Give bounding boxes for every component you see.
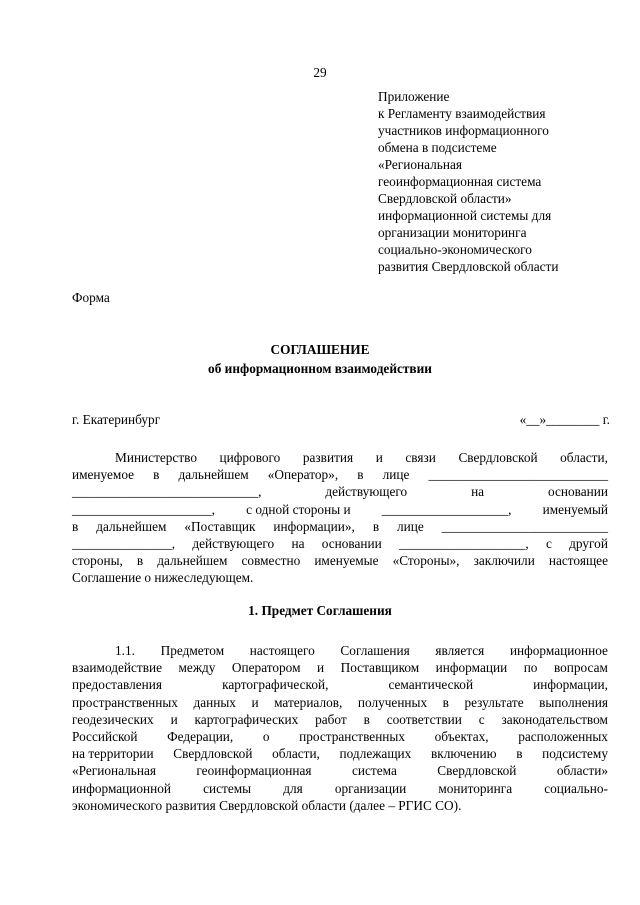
word: _____________________, bbox=[72, 501, 215, 517]
word: на bbox=[291, 536, 305, 552]
word: цифрового bbox=[219, 450, 281, 465]
word: объектах, bbox=[434, 729, 489, 745]
word: в bbox=[357, 467, 364, 483]
text-line bbox=[72, 659, 608, 676]
word: 1.1. bbox=[115, 643, 135, 658]
appendix-block bbox=[378, 88, 618, 275]
document-title: СОГЛАШЕНИЕ bbox=[270, 342, 370, 357]
word: пространственных bbox=[72, 694, 178, 710]
text-line bbox=[72, 483, 608, 500]
word: является bbox=[435, 643, 485, 658]
word: области, bbox=[272, 746, 320, 762]
word: и bbox=[170, 711, 178, 727]
appendix-line: к Регламенту взаимодействия bbox=[378, 106, 546, 121]
word: организации bbox=[334, 780, 407, 796]
word: «Стороны», bbox=[392, 553, 460, 569]
word: мониторинга bbox=[438, 780, 513, 796]
word: в bbox=[363, 711, 370, 727]
word: подсистему bbox=[542, 746, 608, 762]
word: информационное bbox=[509, 643, 608, 658]
word: между bbox=[178, 660, 216, 676]
word: работ bbox=[315, 711, 347, 727]
word: информации bbox=[435, 660, 508, 676]
word: в bbox=[136, 553, 144, 569]
page-number: 29 bbox=[313, 65, 327, 80]
word: Федерации, bbox=[167, 729, 234, 745]
word: основании bbox=[547, 484, 608, 500]
word: системы bbox=[203, 780, 252, 796]
word: геодезических bbox=[72, 711, 154, 727]
word: заключили bbox=[473, 553, 535, 569]
word: в bbox=[516, 746, 523, 762]
text-line bbox=[72, 694, 608, 711]
word: включению bbox=[430, 746, 497, 762]
appendix-line: информационной системы для bbox=[378, 208, 552, 223]
word: дальнейшем bbox=[96, 518, 167, 534]
word: социально- bbox=[544, 780, 608, 796]
section-title: 1. Предмет Соглашения bbox=[248, 603, 392, 618]
appendix-line: Приложение bbox=[378, 89, 450, 104]
word: Свердловской bbox=[437, 763, 517, 779]
text-line bbox=[72, 745, 608, 762]
word: в bbox=[442, 694, 449, 710]
word: с bbox=[478, 711, 485, 727]
word: «Оператор», bbox=[267, 467, 339, 483]
word: информационной bbox=[72, 780, 172, 796]
text-line bbox=[72, 535, 608, 552]
word: подлежащих bbox=[339, 746, 412, 762]
appendix-line: участников информационного bbox=[378, 123, 549, 138]
word: геоинформационная bbox=[196, 763, 312, 779]
word: Свердловской bbox=[458, 450, 538, 465]
word: выполнения bbox=[539, 694, 608, 710]
word: лице bbox=[382, 467, 410, 483]
word: соответствии bbox=[386, 711, 462, 727]
text-line bbox=[72, 569, 608, 586]
word: Свердловской bbox=[173, 746, 253, 762]
word: результате bbox=[464, 694, 524, 710]
word: ___________________________ bbox=[428, 467, 608, 483]
word: информации, bbox=[533, 677, 608, 693]
word: Соглашение о нижеследующем. bbox=[72, 570, 254, 586]
word: именуемый bbox=[542, 501, 608, 517]
word: экономического развития Свердловской области (далее – РГИС СО). bbox=[72, 797, 462, 813]
text-line bbox=[72, 797, 608, 814]
word: Оператором bbox=[231, 660, 301, 676]
text-line bbox=[72, 449, 608, 466]
word: на bbox=[471, 484, 485, 500]
appendix-line: «Региональная bbox=[378, 157, 462, 172]
word: Предметом bbox=[160, 643, 225, 658]
text-line bbox=[72, 676, 608, 693]
word: в bbox=[153, 467, 160, 483]
appendix-line: обмена в подсистеме bbox=[378, 140, 497, 155]
word: и bbox=[251, 694, 259, 710]
city-label: г. Екатеринбург bbox=[72, 412, 161, 427]
word: _______________, bbox=[72, 536, 176, 552]
text-line bbox=[72, 762, 608, 779]
word: действующего bbox=[325, 484, 408, 500]
word: настоящего bbox=[249, 643, 315, 658]
word: вопросам bbox=[553, 660, 608, 676]
document-subtitle: об информационном взаимодействии bbox=[208, 361, 432, 376]
word: картографических bbox=[194, 711, 299, 727]
word: расположенных bbox=[518, 729, 608, 745]
text-line bbox=[72, 711, 608, 728]
word: «Поставщик bbox=[184, 518, 256, 534]
clause-paragraph bbox=[72, 642, 608, 814]
word: основании bbox=[321, 536, 382, 552]
word: для bbox=[283, 780, 303, 796]
word: семантической bbox=[388, 677, 474, 693]
word: материалов, bbox=[274, 694, 343, 710]
word: полученных bbox=[357, 694, 428, 710]
intro-paragraph bbox=[72, 449, 608, 587]
appendix-line: геоинформационная система bbox=[378, 174, 542, 189]
word: «Региональная bbox=[72, 763, 156, 779]
word: ____________________________, bbox=[72, 484, 262, 500]
word: в bbox=[72, 518, 79, 534]
word: о bbox=[262, 729, 270, 745]
word: лице bbox=[397, 518, 424, 534]
word: предоставления bbox=[72, 677, 163, 693]
form-label: Форма bbox=[72, 290, 110, 305]
word: взаимодействие bbox=[72, 660, 163, 676]
date-field: «__»________ г. bbox=[519, 412, 610, 427]
appendix-line: Свердловской области» bbox=[378, 191, 512, 206]
text-line bbox=[72, 728, 608, 745]
word: _________________________ bbox=[441, 518, 608, 534]
word: развития bbox=[302, 450, 354, 465]
word: Министерство bbox=[115, 450, 197, 465]
word: картографической, bbox=[222, 677, 329, 693]
word: другой bbox=[569, 536, 608, 552]
word: данных bbox=[193, 694, 236, 710]
word: дальнейшем bbox=[157, 553, 228, 569]
text-line bbox=[72, 552, 608, 569]
word: информации», bbox=[273, 518, 355, 534]
text-line bbox=[72, 518, 608, 535]
word: и bbox=[316, 660, 325, 676]
word: законодательством bbox=[501, 711, 608, 727]
appendix-line: развития Свердловской области bbox=[378, 259, 559, 274]
text-line bbox=[72, 501, 608, 518]
word: пространственных bbox=[299, 729, 406, 745]
word: с одной стороны и bbox=[246, 501, 351, 517]
word: действующего bbox=[192, 536, 275, 552]
word: совместно bbox=[241, 553, 301, 569]
word: именуемые bbox=[314, 553, 379, 569]
word: связи bbox=[405, 450, 436, 465]
word: ___________________, bbox=[381, 501, 512, 517]
word: с bbox=[545, 536, 552, 552]
word: Соглашения bbox=[340, 643, 410, 658]
word: области» bbox=[556, 763, 608, 779]
word: настоящее bbox=[548, 553, 608, 569]
word: система bbox=[351, 763, 397, 779]
word: стороны, bbox=[72, 553, 123, 569]
word: и bbox=[375, 450, 383, 465]
word: Поставщиком bbox=[340, 660, 420, 676]
word: именуемое bbox=[72, 467, 135, 483]
text-line bbox=[72, 780, 608, 797]
word: на территории bbox=[72, 746, 154, 762]
text-line bbox=[72, 466, 608, 483]
word: области, bbox=[560, 450, 608, 465]
appendix-line: организации мониторинга bbox=[378, 225, 527, 240]
text-line bbox=[72, 642, 608, 659]
word: по bbox=[523, 660, 538, 676]
word: Российской bbox=[72, 729, 138, 745]
word: в bbox=[372, 518, 380, 534]
word: дальнейшем bbox=[178, 467, 249, 483]
word: ___________________, bbox=[399, 536, 529, 552]
appendix-line: социально-экономического bbox=[378, 242, 532, 257]
